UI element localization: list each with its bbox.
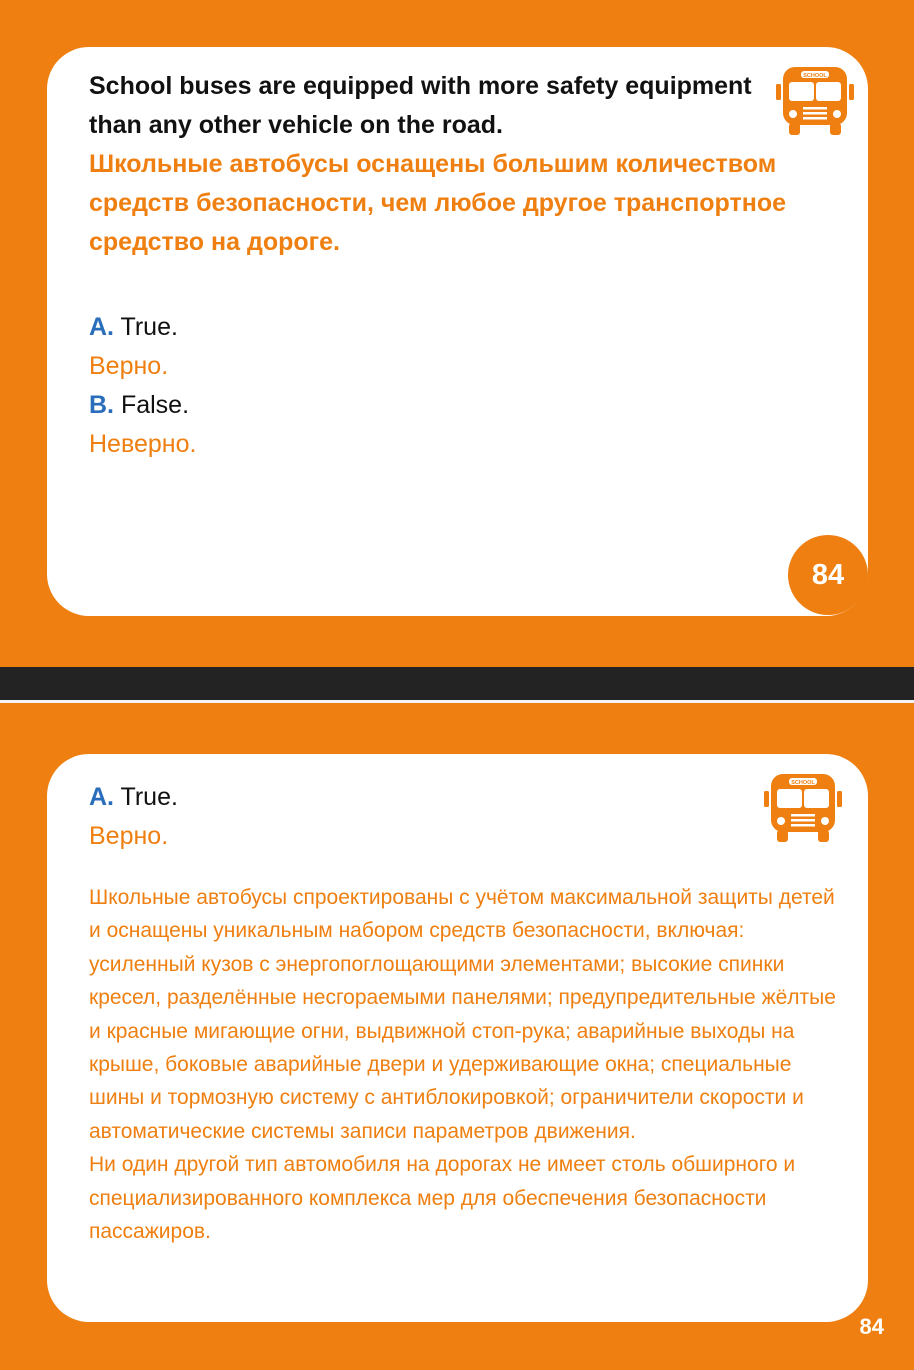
question-card [47, 47, 868, 616]
option-a-russian: Верно. [89, 352, 169, 380]
divider-line [0, 700, 914, 703]
explanation-paragraph: Школьные автобусы спроектированы с учётом максимальной защиты детей и оснащены уникальным набором средств безопасности, включая: усиленный кузов с энергопоглощающими элементами; высокие спинки кресел, разделённые несгораемыми панелями; предупредительные жёлтые и красные мигающие огни, выдвижной стоп-рука; аварийные выходы на крыше, боковые аварийные двери и удерживающие окна; специальные шины и тормозную систему с антиблокировкой; ограничители скорости и автоматические системы записи параметров движения. [89, 886, 836, 1143]
option-b[interactable] [89, 386, 196, 425]
question-russian: Школьные автобусы оснащены большим количеством средств безопасности, чем любое другое транспортное средство на дороге. [89, 150, 787, 256]
page-number: 84 [859, 1314, 884, 1339]
card-number-badge: 84 [788, 535, 868, 615]
question-text [89, 67, 809, 262]
answer-letter: A. [89, 783, 114, 811]
explanation-paragraph: Ни один другой тип автомобиля на дорогах не имеет столь обширного и специализированного комплекса мер для обеспечения безопасности пассажиров. [89, 1153, 796, 1244]
option-letter: A. [89, 313, 114, 341]
school-bus-icon [775, 65, 855, 137]
explanation [89, 881, 849, 1248]
school-bus-icon [763, 772, 843, 844]
answer-card [47, 754, 868, 1322]
answer-russian: Верно. [89, 822, 169, 850]
option-letter: B. [89, 391, 114, 419]
answer-english: True. [120, 783, 178, 811]
option-english: True. [120, 313, 178, 341]
option-english: False. [120, 391, 190, 419]
question-english: School buses are equipped with more safety equipment than any other vehicle on the road. [89, 72, 752, 139]
option-b-russian: Неверно. [89, 430, 197, 458]
page-divider [0, 667, 914, 700]
correct-answer [89, 778, 178, 856]
answer-options [89, 308, 196, 464]
option-a[interactable] [89, 308, 196, 347]
